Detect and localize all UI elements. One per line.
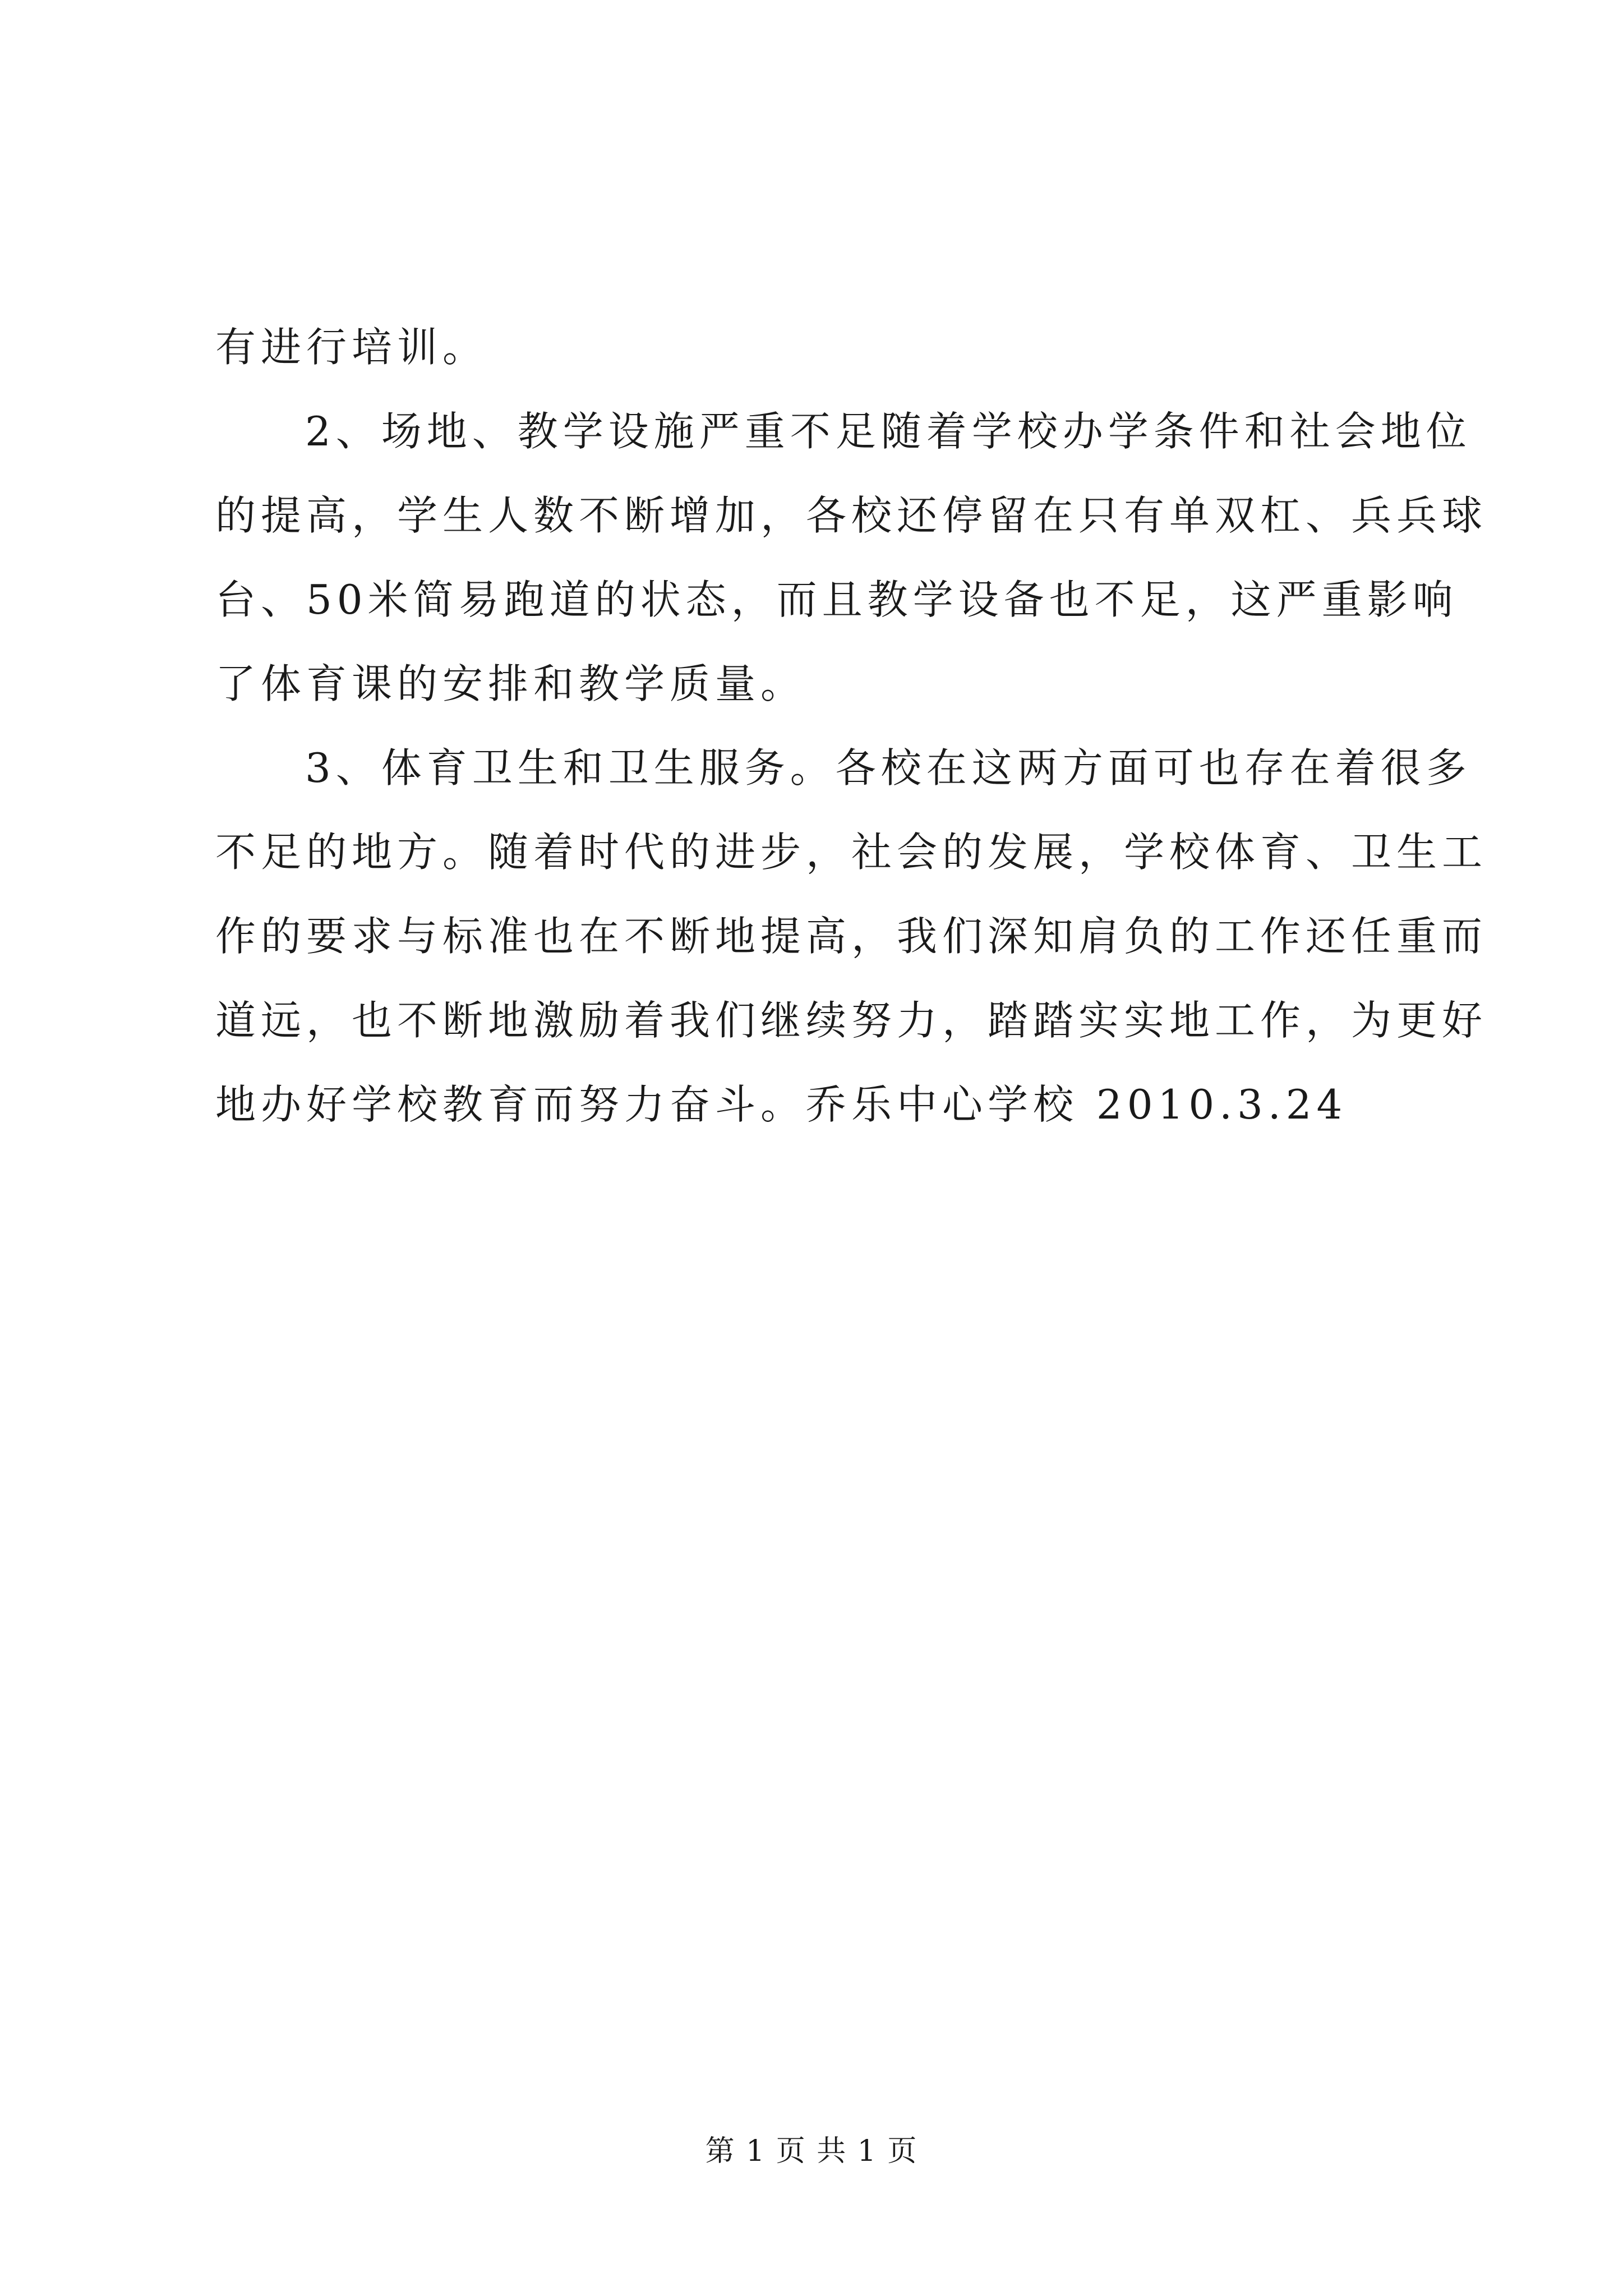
text-line: 台、50米简易跑道的状态，而且教学设备也不足，这严重影响 xyxy=(215,576,1458,623)
text-line: 道远，也不断地激励着我们继续努力，踏踏实实地工作，为更好 xyxy=(215,997,1488,1044)
text-line: 不足的地方。随着时代的进步，社会的发展，学校体育、卫生工 xyxy=(215,829,1488,876)
page-footer xyxy=(0,2127,1623,2169)
text-line: 2、场地、教学设施严重不足随着学校办学条件和社会地位 xyxy=(305,408,1472,455)
text-line: 的提高，学生人数不断增加，各校还停留在只有单双杠、兵兵球 xyxy=(215,492,1488,539)
text-line: 有进行培训。 xyxy=(215,324,488,371)
text-line: 3、体育卫生和卫生服务。各校在这两方面可也存在着很多 xyxy=(305,744,1472,792)
text-line: 作的要求与标准也在不断地提高，我们深知肩负的工作还任重而 xyxy=(215,913,1488,960)
page-number-label: 第 1 页 共 1 页 xyxy=(705,2134,918,2168)
text-line: 地办好学校教育而努力奋斗。乔乐中心学校 2010.3.24 xyxy=(215,1081,1348,1128)
document-body xyxy=(215,305,1488,1147)
text-line: 了体育课的安排和教学质量。 xyxy=(215,660,806,707)
